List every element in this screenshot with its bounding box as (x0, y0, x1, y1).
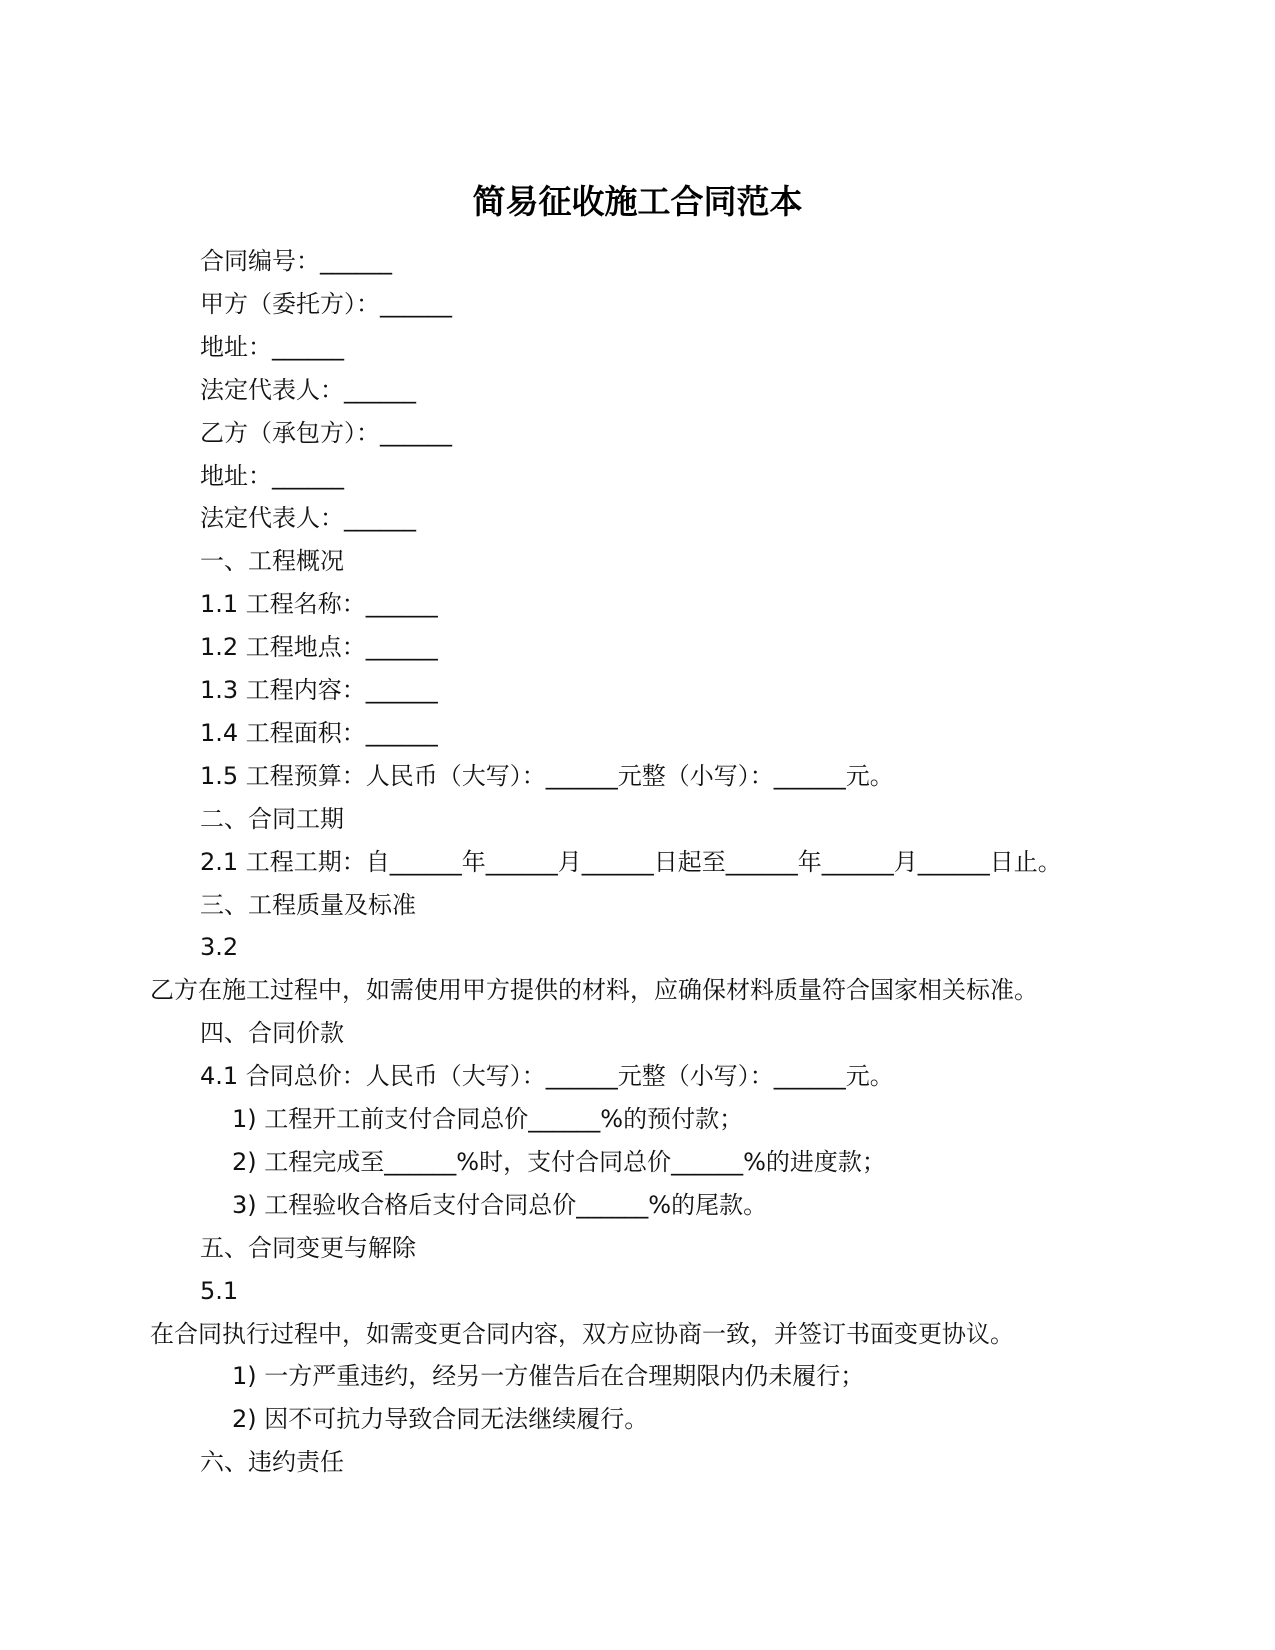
party-b-line: 乙方（承包方）：______ (200, 418, 452, 447)
party-b-legal-rep-line: 法定代表人：______ (200, 504, 416, 533)
clause-1-2: 1.2 工程地点：______ (200, 633, 438, 662)
clause-3-2-number: 3.2 (200, 933, 239, 962)
section-heading-5: 五、合同变更与解除 (200, 1233, 416, 1262)
section-heading-3: 三、工程质量及标准 (200, 890, 416, 919)
clause-4-1: 4.1 合同总价：人民币（大写）：______元整（小写）：______元。 (200, 1062, 894, 1091)
section-heading-6: 六、违约责任 (200, 1448, 344, 1477)
payment-item-3: 3) 工程验收合格后支付合同总价______%的尾款。 (232, 1190, 768, 1219)
section-heading-4: 四、合同价款 (200, 1019, 344, 1048)
party-a-line: 甲方（委托方）：______ (200, 289, 452, 318)
contract-number-line: 合同编号：______ (200, 247, 392, 275)
section-heading-2: 二、合同工期 (200, 804, 344, 833)
clause-1-1: 1.1 工程名称：______ (200, 590, 438, 619)
party-b-address-line: 地址：______ (200, 461, 344, 490)
clause-2-1: 2.1 工程工期：自______年______月______日起至______年______月______日止。 (200, 847, 1062, 876)
document-title: 简易征收施工合同范本 (472, 182, 803, 221)
party-a-legal-rep-line: 法定代表人：______ (200, 375, 416, 404)
clause-1-3: 1.3 工程内容：______ (200, 676, 438, 704)
termination-item-1: 1) 一方严重违约，经另一方催告后在合理期限内仍未履行； (232, 1362, 865, 1391)
termination-item-2: 2) 因不可抗力导致合同无法继续履行。 (232, 1405, 649, 1434)
clause-1-4: 1.4 工程面积：______ (200, 718, 438, 747)
clause-5-1-number: 5.1 (200, 1276, 239, 1305)
party-a-address-line: 地址：______ (200, 332, 344, 361)
section-heading-1: 一、工程概况 (200, 547, 344, 576)
clause-3-2-text: 乙方在施工过程中，如需使用甲方提供的材料，应确保材料质量符合国家相关标准。 (150, 976, 1038, 1005)
payment-item-1: 1) 工程开工前支付合同总价______%的预付款； (232, 1105, 744, 1133)
payment-item-2: 2) 工程完成至______%时，支付合同总价______%的进度款； (232, 1147, 886, 1176)
clause-5-1-text: 在合同执行过程中，如需变更合同内容，双方应协商一致，并签订书面变更协议。 (150, 1319, 1014, 1348)
clause-1-5: 1.5 工程预算：人民币（大写）：______元整（小写）：______元。 (200, 761, 894, 790)
